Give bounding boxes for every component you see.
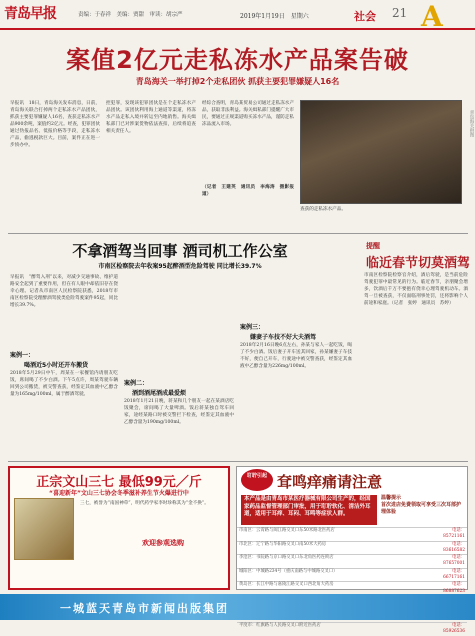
main-body-col3: 经综合查明，青岛某贸易公司通过走私冻水产品，获取非法利益。海关缉私部门提醒广大市民，要通过正规渠道购买冻水产品，谨防走私冻品流入市场。 bbox=[202, 101, 294, 127]
product-image bbox=[14, 498, 74, 560]
main-headline: 案值2亿元走私冻水产品案告破 bbox=[66, 46, 409, 74]
store-phone: 电话：66717161 bbox=[443, 568, 465, 581]
store-name: 李沧区：书院路与京口路交叉口东北角医药连锁店 bbox=[239, 555, 334, 561]
advert-description: 本产品是由青岛市某医疗器械有限公司生产的，经国家药品监督管理部门审批，用于耵聍软化、清洁外耳道，适用于耳痒、耳闷、耳鸣等症状人群。 bbox=[241, 495, 377, 525]
main-body-col2: 控犯罪，发现该犯罪团伙是在个走私冻水产品团伙。该团伙利用海上通道等渠道，将冻水产品走私入境并转运至内地销售。海关缉私部门已对涉案货物依法查扣，后续将追查相关责任人。 bbox=[106, 101, 196, 134]
case3-body: 2018年2月16日晚6点左右，孙某与家人一起吃饭，喝了不少白酒。饭后妻子开车送其回家，孙某嫌妻子车技不好，便自己开车，行驶途中被交警查获，经鉴定其血液中乙醇含量为226mg/100ml。 bbox=[240, 343, 352, 369]
store-phone: 电话：83616582 bbox=[443, 541, 465, 553]
case2-label: 案例二： bbox=[124, 380, 149, 387]
page-number: 21 bbox=[392, 6, 408, 20]
case1-headline: 喝酒近5小时还开车搬货 bbox=[24, 362, 89, 369]
advert-slogan: “喜迎新年”文山三七协会冬季滋补养生节火爆进行中 bbox=[49, 490, 189, 497]
store-row bbox=[237, 581, 467, 595]
issue-date: 2019年1月19日 星期六 bbox=[240, 13, 309, 20]
store-name: 市南区：云霄路与闽江路交叉口东50米路北医药店 bbox=[239, 528, 335, 533]
store-phone: 电话：87657001 bbox=[443, 555, 465, 567]
store-row bbox=[237, 527, 467, 541]
case2-body: 2018年1月21日晚，蒋某和几个朋友一起在某酒店吃饭聚会，席间喝了大量啤酒。饭后蒋某独自驾车回家，途经某路口时被交警拦下检查，经鉴定其血液中乙醇含量为190mg/100ml。 bbox=[124, 399, 234, 425]
photo-credit: 青岛海关供图 bbox=[469, 110, 474, 137]
case3-headline: 嫌妻子车技不好大夫酒驾 bbox=[250, 334, 317, 341]
advert-title: 耷鸣痒痛请注意 bbox=[277, 473, 383, 491]
store-phone: 电话：85926536 bbox=[443, 623, 465, 635]
store-phone: 电话：85721161 bbox=[443, 528, 465, 540]
ear-care-advert bbox=[236, 466, 468, 635]
story2-subheadline: 市南区检察院去年收案95起醉酒型危险驾驶 同比增长39.7% bbox=[98, 263, 262, 270]
store-row bbox=[237, 622, 467, 636]
advert-title: 正宗文山三七 最低99元／斤 bbox=[36, 475, 202, 490]
main-subheadline: 青岛海关一举打掉2个走私团伙 抓获主要犯罪嫌疑人16名 bbox=[135, 77, 340, 86]
photo-caption: 查获的走私冻水产品。 bbox=[300, 207, 346, 212]
tip-body: 首次进店免费领取可享受三次耳部护理体验 bbox=[381, 502, 462, 515]
bottom-banner: 一城蓝天青岛市新闻出版集团 bbox=[0, 594, 475, 620]
case3-label: 案例三： bbox=[240, 324, 265, 331]
editor-credits: 责编：于春祥 美编：贾甜 审读：胡宗严 bbox=[78, 12, 183, 18]
tip-title: 温馨提示 bbox=[381, 495, 402, 501]
store-row bbox=[237, 568, 467, 582]
divider bbox=[8, 461, 468, 462]
main-body-col1: 早报讯 18日，青岛海关发布消息，日前，青岛海关联合打掉两个走私冻水产品团伙，抓获主要犯罪嫌疑人16名，查获走私冻水产品900余吨，案值约2亿元。经查，犯罪团伙通过伪报品名、低报价格等手段，走私冻水产品，偷逃税款巨大。目前，案件正在进一步侦办中。 bbox=[10, 101, 100, 148]
newspaper-logo: 青岛早报 bbox=[4, 6, 56, 22]
case2-headline: 酒到酒尾酒成最爱烦 bbox=[132, 390, 187, 397]
store-row bbox=[237, 554, 467, 568]
case1-label: 案例一： bbox=[10, 352, 35, 359]
section-name: 社会 bbox=[354, 10, 376, 23]
store-name: 市北区：辽宁路与华阳路交叉口南50米大药房 bbox=[239, 541, 327, 547]
store-name: 平度市：红旗路与人民路交叉口附近医药店 bbox=[239, 623, 321, 629]
main-byline: （记者 王建英 通讯员 李海涛 摄影报道） bbox=[202, 185, 294, 197]
store-name: 黄岛区：长江中路与嘉陵江路交叉口西北角大药房 bbox=[239, 582, 334, 588]
store-row bbox=[237, 541, 467, 555]
divider bbox=[8, 233, 468, 234]
story2-headline: 不拿酒驾当回事 酒司机工作公室 bbox=[72, 242, 288, 260]
advert-hot-text: 欢迎参观选购 bbox=[142, 539, 184, 547]
reminder-kicker: 提醒 bbox=[366, 242, 380, 250]
reminder-body: 市南区检察院检察官介绍，酒后驾驶，是当前危险驾驶犯罪中最常见的行为。临近春节，亲朋聚会增多，饮酒后千万不要抱有侥幸心理驾驶机动车。酒驾一旦被查获，不仅面临刑事处罚，还将影响个人前途和家庭。（记者 张婷 通讯员 苏婷） bbox=[364, 273, 468, 306]
advert-tip bbox=[381, 495, 465, 516]
edition-letter: A bbox=[421, 0, 443, 33]
case1-body: 2018年5月29日中午，周某在一家餐馆内请朋友吃饭，席间喝了不少白酒。下午5点许，周某驾驶车辆回到公司搬货，被交警查获，经鉴定其血液中乙醇含量为165mg/100ml，属于醉酒驾驶。 bbox=[10, 371, 118, 397]
reminder-headline: 临近春节切莫酒驾 bbox=[366, 256, 471, 271]
story2-body: 早报讯 “醉驾入刑”以来，对减少交通事故、维护道路安全起到了重要作用，但在有人眼中却依旧存在侥幸心理。记者从市南区人民检察院获悉，2018年市南区检察院受理醉酒驾驶类危险驾驶案件95起，同比增长39.7%。 bbox=[10, 275, 118, 308]
seized-goods-photo bbox=[300, 100, 462, 204]
store-name: 城阳区：中城路234号（重庆南路与中城路交叉口） bbox=[239, 568, 338, 574]
advert-body: 三七，被誉为“南国神草”，明代药学家李时珍称其为“金不换”。 bbox=[80, 501, 209, 506]
sanqi-advert bbox=[8, 466, 230, 590]
store-phone: 电话：86887623 bbox=[443, 582, 465, 594]
advert-badge: 耵聍引起 bbox=[241, 469, 273, 491]
